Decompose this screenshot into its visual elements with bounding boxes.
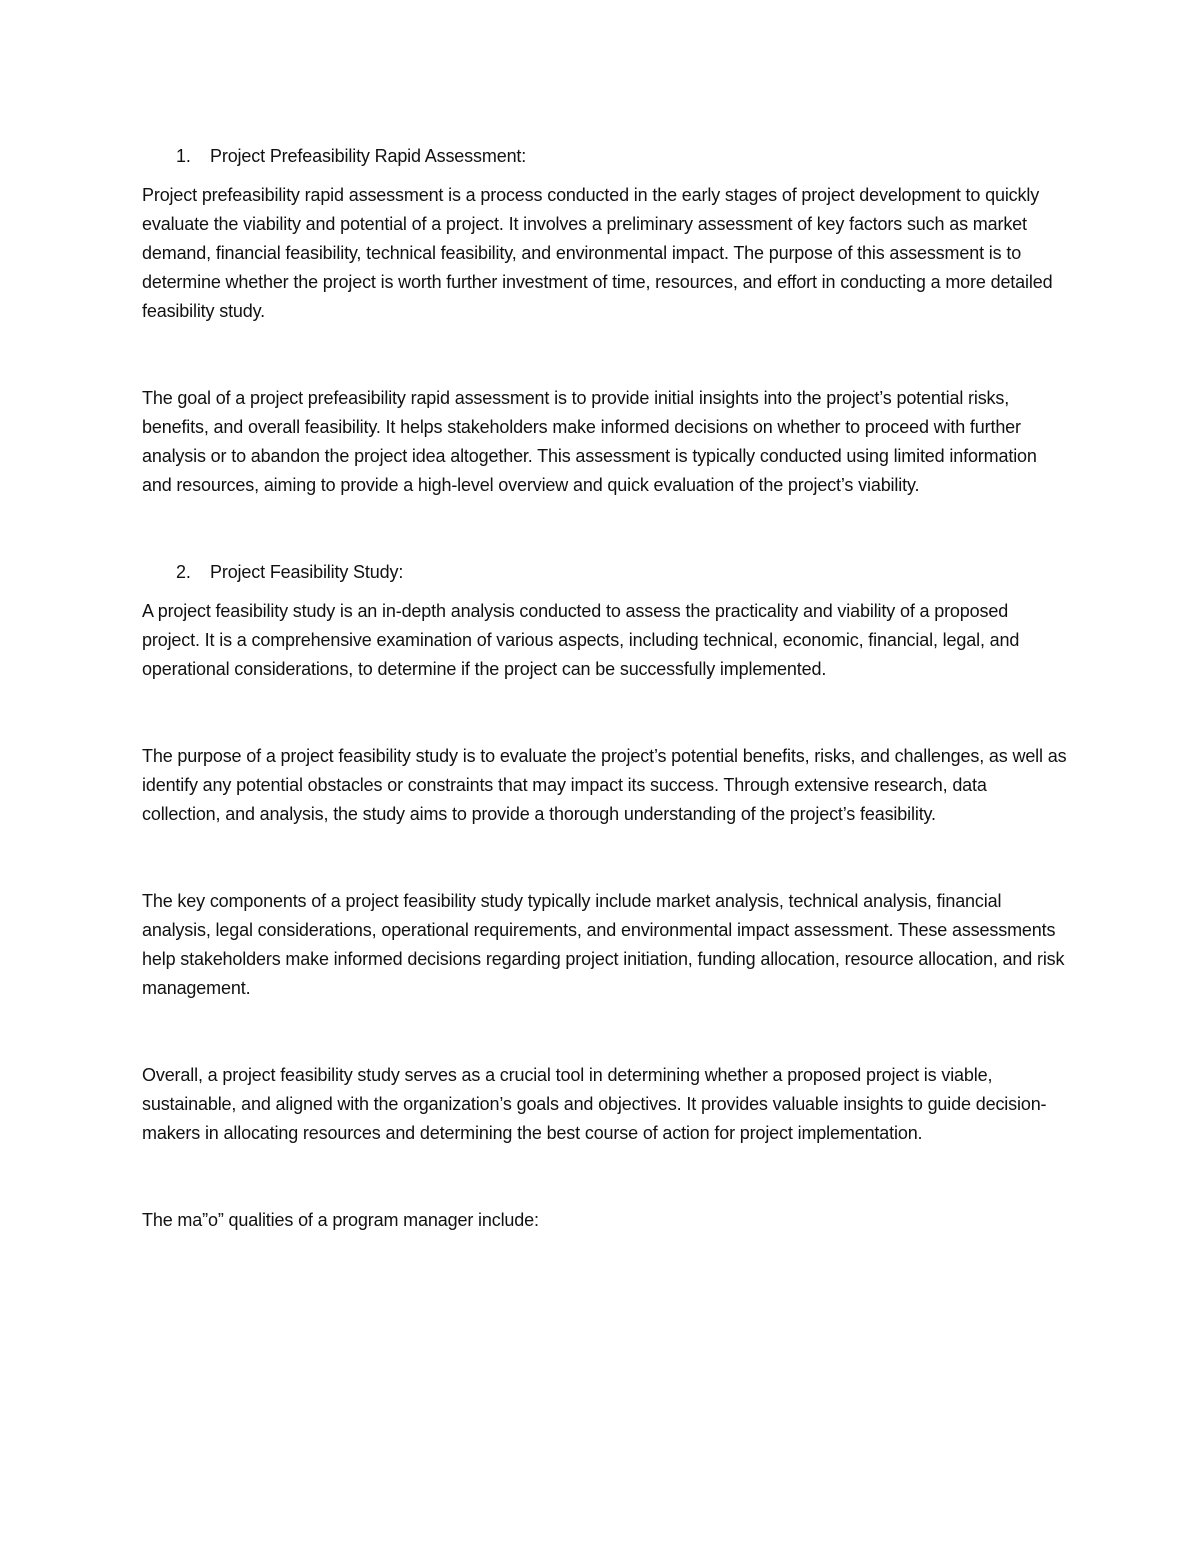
section-2-title: Project Feasibility Study: bbox=[210, 562, 404, 582]
section-1-paragraph-2: The goal of a project prefeasibility rapid assessment is to provide initial insights into the project’s potential risks, benefits, and overall feasibility. It helps stakeholders make informed decisions on whether to proceed with further analysis or to abandon the project idea altogether. This assessment is typically conducted using limited information and resources, aiming to provide a high-level overview and quick evaluation of the project’s viability. bbox=[142, 388, 1037, 495]
section-2-paragraph-1: A project feasibility study is an in-depth analysis conducted to assess the practicality and viability of a proposed project. It is a comprehensive examination of various aspects, including technical, economic, financial, legal, and operational considerations, to determine if the project can be successfully implemented. bbox=[142, 601, 1020, 679]
section-1-number: 1. bbox=[176, 146, 191, 166]
section-2-paragraph-2: The purpose of a project feasibility study is to evaluate the project’s potential benefits, risks, and challenges, as well as identify any potential obstacles or constraints that may impact its success. Through extensive research, data collection, and analysis, the study aims to provide a thorough understanding of the project’s feasibility. bbox=[142, 746, 1067, 824]
section-1-heading bbox=[142, 142, 1067, 171]
section-2-number: 2. bbox=[176, 562, 191, 582]
section-2-heading bbox=[142, 558, 1067, 587]
section-1-title: Project Prefeasibility Rapid Assessment: bbox=[210, 146, 527, 166]
section-2-paragraph-3: The key components of a project feasibility study typically include market analysis, technical analysis, financial analysis, legal considerations, operational requirements, and environmental impact assessment. These assessments help stakeholders make informed decisions regarding project initiation, funding allocation, resource allocation, and risk management. bbox=[142, 891, 1065, 998]
section-2-paragraph-4: Overall, a project feasibility study serves as a crucial tool in determining whether a proposed project is viable, sustainable, and aligned with the organization’s goals and objectives. It provides valuable insights to guide decision-makers in allocating resources and determining the best course of action for project implementation. bbox=[142, 1065, 1047, 1143]
closing-line: The ma”o” qualities of a program manager include: bbox=[142, 1210, 539, 1230]
section-1-paragraph-1: Project prefeasibility rapid assessment is a process conducted in the early stages of project development to quickly evaluate the viability and potential of a project. It involves a preliminary assessment of key factors such as market demand, financial feasibility, technical feasibility, and environmental impact. The purpose of this assessment is to determine whether the project is worth further investment of time, resources, and effort in conducting a more detailed feasibility study. bbox=[142, 185, 1053, 321]
document-body bbox=[142, 142, 1067, 1235]
